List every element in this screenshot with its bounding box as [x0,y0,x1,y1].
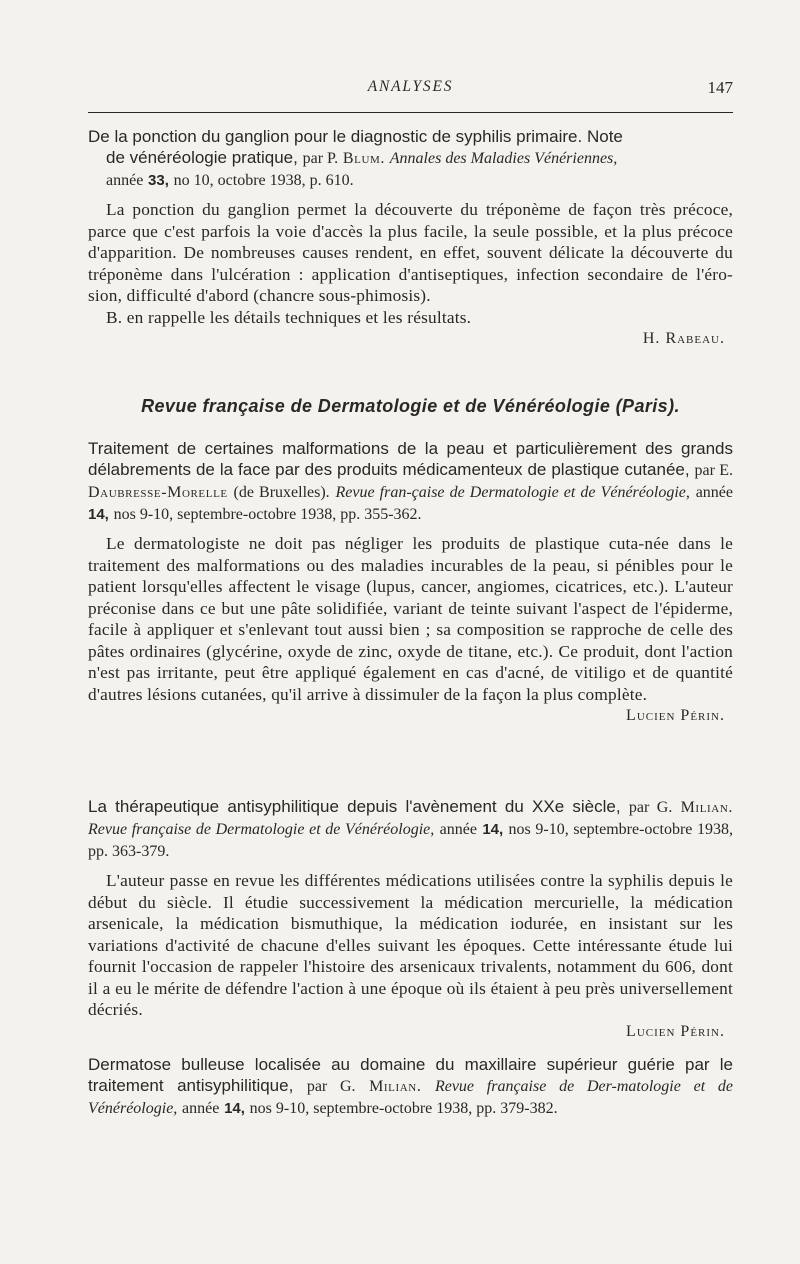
article-1-signature [88,328,733,349]
article-2-volume: 14, [88,506,109,523]
article-2-heading [88,438,733,525]
article-1-title-cont: de vénéréologie pratique, [106,148,298,167]
article-1-by: par P. [302,150,339,167]
article-4-author: Milian. [369,1078,422,1095]
article-3-issue: nos 9-10, septembre-octobre 1938, pp. 363-379. [88,821,734,860]
article-4-journal: Revue française de Der-matologie et de Vénéréologie, [88,1078,734,1117]
article-3-volume: 14, [482,821,504,838]
header-rule [88,112,733,113]
article-1-paragraph-2: B. en rappelle les détails techniques et les résultats. [106,307,472,327]
article-1-title: De la ponction du ganglion pour le diagnostic de syphilis primaire. Note [88,127,623,146]
article-1-author: Blum. [342,150,386,167]
article-1 [88,126,733,349]
article-2-affiliation: (de Bruxelles). [233,484,330,501]
article-3-heading [88,796,733,862]
article-3-signature-name: Lucien Périn. [626,1022,725,1040]
article-2-paragraph-1: Le dermatologiste ne doit pas négliger les produits de plastique cuta-née dans le traitement des malformations ou des maladies incurables de la peau, si pénibles pour le patient lorsqu'elles affectent le visage (lupus, cancer, angiomes, cicatrices, etc.). L'auteur préconise dans ce but une pâte solidifiée, variant de teinte suivant l'aspect de l'épiderme, facile à appliquer et s'enlevant tout aussi bien ; sa composition se rapproche de celle des pâtes ordinaires (glycérine, oxyde de zinc, oxyde de titane, etc.). Ce produit, dont l'action n'est pas irritante, peut être appliqué également en cas d'acné, de vitiligo et de quantité d'autres lésions cutanées, qu'il arrive à dissimuler de la façon la plus complète. [88,534,733,704]
article-1-signature-name: Rabeau. [665,330,725,347]
article-1-signature-initial: H. [642,330,661,347]
article-2-year-label: année [695,484,733,501]
article-4-by: par G. [306,1078,356,1095]
article-3-journal: Revue française de Dermatologie et de Vénéréologie, [88,821,435,838]
article-4-year-label: année [182,1100,220,1117]
article-4 [88,1054,733,1119]
article-3-year-label: année [439,821,477,838]
running-head-title: ANALYSES [367,78,454,95]
article-1-heading [88,126,733,191]
article-3-title: La thérapeutique antisyphilitique depuis l'avènement du XXe siècle, [88,797,621,816]
article-2-signature-name: Lucien Périn. [626,707,725,724]
article-2-author: Daubresse-Morelle [88,484,228,501]
article-1-paragraph-1: La ponction du ganglion permet la découverte du tréponème de façon très précoce, parce que c'est parfois la voie d'accès la plus facile, la seule possible, et la plus précoce d'apparition. De nombreuses causes rendent, en effet, souvent délicate la découverte du tréponème dans l'ulcération : application d'antiseptiques, infection secondaire de l'éro-sion, difficulté d'abord (chancre sous-phimosis). [88,200,733,305]
article-1-issue: no 10, octobre 1938, p. 610. [173,172,354,189]
article-2-issue: nos 9-10, septembre-octobre 1938, pp. 355-362. [113,506,422,523]
article-3 [88,796,733,1042]
article-3-author: Milian. [680,799,733,816]
article-1-volume: 33, [148,172,169,189]
page-number: 147 [707,78,733,97]
article-2-title: Traitement de certaines malformations de la peau et particulièrement des grands délabrements de la face par des produits médicamenteux de plastique cutanée, [88,439,733,479]
running-head [88,78,733,108]
article-3-paragraph-1 [88,870,733,1021]
article-2-by: par E. [694,462,733,479]
article-3-by: par G. [628,799,673,816]
article-1-year-label: année [106,172,144,189]
article-4-issue: nos 9-10, septembre-octobre 1938, pp. 379-382. [249,1100,558,1117]
article-3-paragraph-text: L'auteur passe en revue les différentes médications utilisées contre la syphilis depuis le début du siècle. Il étudie successivement la médication mercurielle, la médication arsenicale, la médication bismuthique, la médication iodurée, en insistant sur les variations d'activité de chacune d'elles suivant les époques. Cette intéressante étude lui fournit l'occasion de rappeler l'histoire des arsenicaux trivalents, notamment du 606, dont il a eu le mérite de défendre l'action à une époque où ils étaient à peu près universellement décriés. [88,871,733,1019]
article-4-heading [88,1054,733,1119]
article-3-signature [88,1021,733,1042]
article-2 [88,438,733,726]
article-2-signature [88,705,733,726]
article-4-volume: 14, [224,1100,245,1117]
article-4-title: Dermatose bulleuse localisée au domaine du maxillaire supérieur guérie par le traitement antisyphilitique, [88,1055,733,1095]
article-1-journal: Annales des Maladies Vénériennes, [389,150,618,167]
section-title: Revue française de Dermatologie et de Vénéréologie (Paris). [141,396,680,416]
article-2-journal: Revue fran-çaise de Dermatologie et de Vénéréologie, [335,484,690,501]
